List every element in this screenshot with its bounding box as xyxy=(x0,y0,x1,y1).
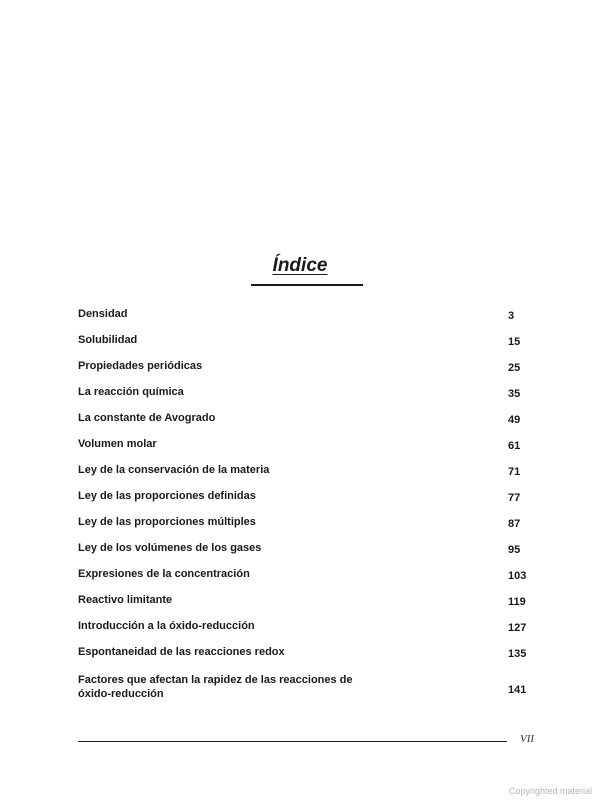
toc-entry-page: 15 xyxy=(508,336,521,348)
page-number: VII xyxy=(520,733,535,745)
toc-entry[interactable] xyxy=(78,381,538,407)
toc-entry[interactable] xyxy=(78,407,538,433)
toc-entry-page: 119 xyxy=(508,596,526,608)
toc-entry-page: 127 xyxy=(508,622,527,634)
title-underline xyxy=(251,284,363,286)
toc-entry-page: 71 xyxy=(508,466,521,478)
toc-entry-label: Introducción a la óxido-reducción xyxy=(78,620,255,632)
toc-entry[interactable] xyxy=(78,615,538,641)
toc-entry-label: Densidad xyxy=(78,308,128,320)
toc-entry-label: Ley de las proporciones definidas xyxy=(78,490,256,502)
toc-entry-label: Factores que afectan la rapidez de las reacciones de óxido-reducción xyxy=(78,674,353,700)
toc-entry[interactable] xyxy=(78,589,538,615)
toc-entry-page: 61 xyxy=(508,440,521,452)
toc-entry[interactable] xyxy=(78,459,538,485)
footer-rule xyxy=(78,741,507,742)
toc-entry-label: Volumen molar xyxy=(78,438,157,450)
toc-entry[interactable] xyxy=(78,329,538,355)
toc-entry-label: Ley de los volúmenes de los gases xyxy=(78,542,262,554)
toc-entry-page: 103 xyxy=(508,570,527,582)
toc-entry-label: Propiedades periódicas xyxy=(78,360,203,372)
toc-entry[interactable] xyxy=(78,485,538,511)
toc-entry-label: Expresiones de la concentración xyxy=(78,568,250,580)
toc-entry-label: Espontaneidad de las reacciones redox xyxy=(78,646,285,658)
toc-entry[interactable] xyxy=(78,563,538,589)
toc-entry-page: 49 xyxy=(508,414,521,426)
toc-entry-page: 141 xyxy=(508,684,527,696)
toc-entry-page: 95 xyxy=(508,544,521,556)
toc-entry-page: 25 xyxy=(508,362,521,374)
page-title: Índice xyxy=(272,255,328,276)
toc-entry-label: Ley de las proporciones múltiples xyxy=(78,516,256,528)
toc-entry-label: Solubilidad xyxy=(78,334,138,346)
table-of-contents xyxy=(78,303,538,709)
toc-entry[interactable] xyxy=(78,355,538,381)
toc-entry[interactable] xyxy=(78,669,538,709)
toc-entry-label: La reacción química xyxy=(78,386,184,398)
toc-entry[interactable] xyxy=(78,511,538,537)
toc-entry-label: Reactivo limitante xyxy=(78,594,173,606)
toc-entry-page: 135 xyxy=(508,648,527,660)
toc-entry-page: 77 xyxy=(508,492,521,504)
toc-entry-label: Ley de la conservación de la materia xyxy=(78,464,270,476)
toc-entry-page: 3 xyxy=(508,310,515,322)
toc-entry[interactable] xyxy=(78,433,538,459)
toc-entry-label: La constante de Avogrado xyxy=(78,412,216,424)
copyright-watermark: Copyrighted material xyxy=(508,786,592,796)
toc-entry[interactable] xyxy=(78,641,538,667)
toc-entry-page: 35 xyxy=(508,388,521,400)
toc-entry-page: 87 xyxy=(508,518,521,530)
toc-entry[interactable] xyxy=(78,303,538,329)
toc-entry[interactable] xyxy=(78,537,538,563)
